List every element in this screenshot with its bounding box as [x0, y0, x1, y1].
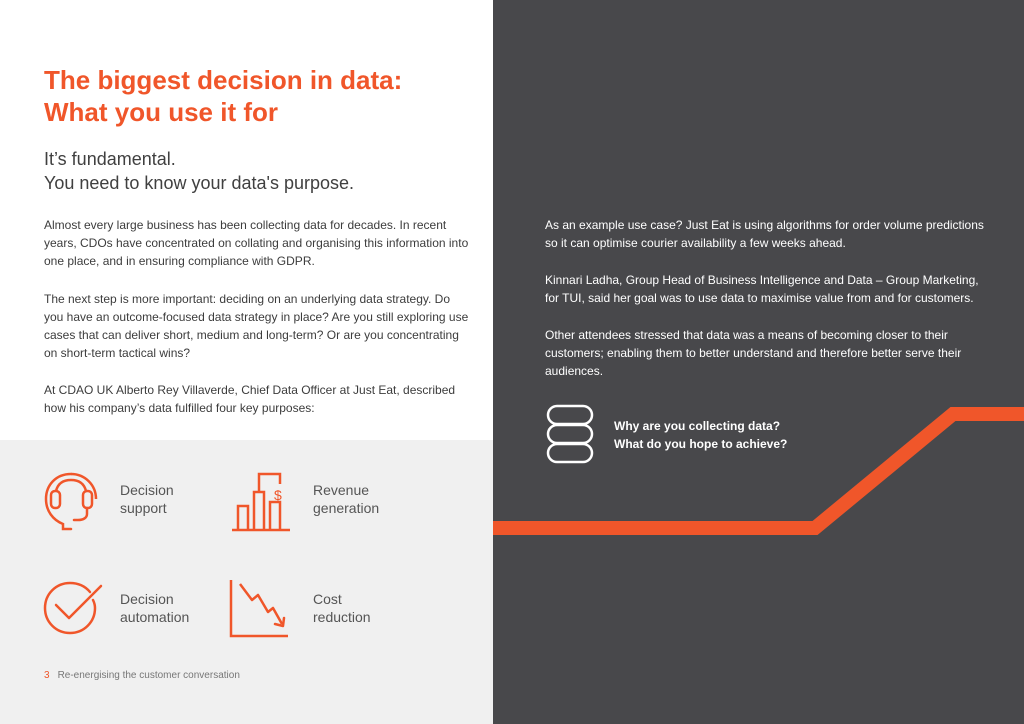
- right-paragraph-3: Other attendees stressed that data was a means of becoming closer to their customers; enabling them to better understand and therefore better serve their audiences.: [545, 328, 962, 378]
- purpose-label-line-2: support: [120, 500, 167, 516]
- callout-question: [614, 417, 787, 453]
- right-paragraph-1: As an example use case? Just Eat is using algorithms for order volume predictions so it can optimise courier availability a few weeks ahead.: [545, 218, 984, 250]
- purpose-label-line-2: automation: [120, 609, 190, 625]
- database-icon: [546, 404, 596, 466]
- title-line-2: What you use it for: [44, 97, 278, 127]
- subtitle-line-2: You need to know your data's purpose.: [44, 173, 354, 193]
- purpose-label-line-1: Decision: [120, 591, 174, 607]
- purpose-label-line-2: reduction: [313, 609, 371, 625]
- page-title: [44, 64, 402, 128]
- purpose-label-line-2: generation: [313, 500, 380, 516]
- page-number: 3: [44, 670, 50, 681]
- right-paragraph-2: Kinnari Ladha, Group Head of Business Intelligence and Data – Group Marketing, for TUI, said her goal was to use data to maximise value from and for customers.: [545, 273, 979, 305]
- revenue-chart-icon: [230, 470, 294, 532]
- left-paragraph-3: At CDAO UK Alberto Rey Villaverde, Chief Data Officer at Just Eat, described how his company’s data fulfilled four key purposes:: [44, 383, 456, 415]
- title-line-1: The biggest decision in data:: [44, 65, 403, 95]
- callout-line-2: What do you hope to achieve?: [614, 437, 788, 451]
- left-paragraph-1: Almost every large business has been collecting data for decades. In recent years, CDOs have concentrated on collating and organising this information into one place, and in ensuring compliance with GDPR.: [44, 218, 469, 268]
- page-subtitle: [44, 147, 354, 195]
- subtitle-line-1: It’s fundamental.: [44, 149, 176, 169]
- purpose-label-line-1: Revenue: [313, 482, 370, 498]
- headset-icon: [42, 470, 102, 532]
- page-footer: [44, 670, 240, 681]
- downtrend-icon: [228, 578, 292, 640]
- checkmark-circle-icon: [40, 578, 104, 640]
- svg-text:$: $: [274, 487, 282, 503]
- purpose-label-line-1: Decision: [120, 482, 174, 498]
- left-paragraph-2: The next step is more important: deciding on an underlying data strategy. Do you have an outcome-focused data strategy in place? Are you still exploring use cases that can deliver short, medium and long-term? Or are you concentrating on short-term tactical wins?: [44, 292, 469, 360]
- purpose-label-line-1: Cost: [313, 591, 342, 607]
- footer-text: Re-energising the customer conversation: [57, 670, 240, 681]
- callout-line-1: Why are you collecting data?: [614, 419, 781, 433]
